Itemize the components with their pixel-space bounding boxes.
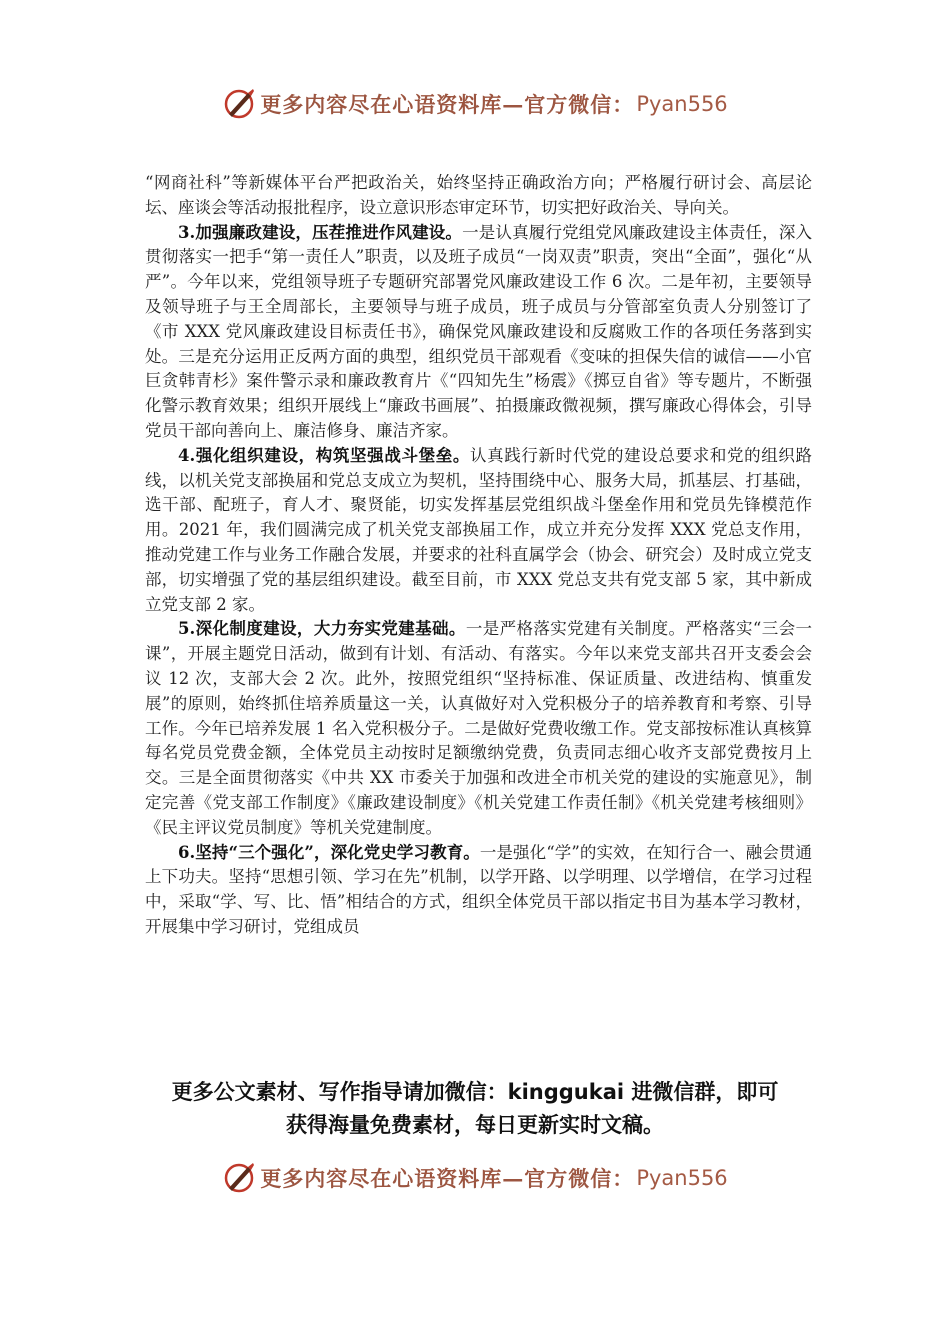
paragraph-heading: 6.坚持“三个强化”，深化党史学习教育。 xyxy=(178,842,480,862)
paragraph-4 xyxy=(145,617,812,840)
promo-line-2: 获得海量免费素材，每日更新实时文稿。 xyxy=(286,1113,664,1137)
footer-banner xyxy=(0,1158,950,1198)
document-body xyxy=(145,171,812,940)
banner-text: 更多内容尽在心语资料库—官方微信： xyxy=(260,92,635,117)
pen-logo-icon xyxy=(222,1161,256,1195)
paragraph-text: “网商社科”等新媒体平台严把政治关，始终坚持正确政治方向；严格履行研讨会、高层论坛、座谈会等活动报批程序，设立意识形态审定环节，切实把好政治关、导向关。 xyxy=(145,173,812,217)
paragraph-heading: 5.深化制度建设，大力夯实党建基础。 xyxy=(178,619,466,639)
paragraph-text: 一是认真履行党组党风廉政建设主体责任，深入贯彻落实一把手“第一责任人”职责，以及班子成员“一岗双责”职责，突出“全面”，强化“从严”。今年以来，党组领导班子专题研究部署党风廉政建设工作 6 次。二是年初，主要领导及领导班子与王全周部长，主要领导与班子成员，班子成员与分管部室负责人分别签订了《市 XXX 党风廉政建设目标责任书》，确保党风廉政建设和反腐败工作的各项任务落到实处。三是充分运用正反两方面的典型，组织党员干部观看《变味的担保失信的诚信——小官巨贪韩青杉》案件警示录和廉政教育片《“四知先生”杨震》《掷豆自省》等专题片，不断强化警示教育效果；组织开展线上“廉政书画展”、拍摄廉政微视频，撰写廉政心得体会，引导党员干部向善向上、廉洁修身、廉洁齐家。 xyxy=(145,222,812,440)
paragraph-3 xyxy=(145,444,812,618)
pen-logo-icon xyxy=(222,87,256,121)
paragraph-5 xyxy=(145,841,812,940)
paragraph-1 xyxy=(145,171,812,221)
paragraph-heading: 3.加强廉政建设，压茬推进作风建设。 xyxy=(178,222,463,242)
promo-notice xyxy=(120,1076,830,1142)
paragraph-2 xyxy=(145,221,812,444)
promo-line-1: 更多公文素材、写作指导请加微信：kinggukai 进微信群，即可 xyxy=(171,1080,779,1104)
paragraph-heading: 4.强化组织建设，构筑坚强战斗堡垒。 xyxy=(178,445,470,465)
paragraph-text: 一是严格落实党建有关制度。严格落实“三会一课”，开展主题党日活动，做到有计划、有活动、有落实。今年以来党支部共召开支委会会议 12 次，支部大会 2 次。此外，按照党组织“坚持标准、保证质量、改进结构、慎重发展”的原则，始终抓住培养质量这一关，认真做好对入党积极分子的培养教育和考察、引导工作。今年已培养发展 1 名入党积极分子。二是做好党费收缴工作。党支部按标准认真核算每名党员党费金额，全体党员主动按时足额缴纳党费，负责同志细心收齐支部党费按月上交。三是全面贯彻落实《中共 XX 市委关于加强和改进全市机关党的建设的实施意见》，制定完善《党支部工作制度》《廉政建设制度》《机关党建工作责任制》《机关党建考核细则》《民主评议党员制度》等机关党建制度。 xyxy=(145,619,812,837)
header-banner xyxy=(0,84,950,124)
banner-wechat-id: Pyan556 xyxy=(636,92,728,116)
banner-text: 更多内容尽在心语资料库—官方微信： xyxy=(260,1166,635,1191)
paragraph-text: 一是强化“学”的实效，在知行合一、融会贯通上下功夫。坚持“思想引领、学习在先”机制，以学开路、以学明理、以学增信，在学习过程中，采取“学、写、比、悟”相结合的方式，组织全体党员干部以指定书目为基本学习教材，开展集中学习研讨，党组成员 xyxy=(145,842,812,936)
banner-wechat-id: Pyan556 xyxy=(636,1166,728,1190)
paragraph-text: 认真践行新时代党的建设总要求和党的组织路线，以机关党支部换届和党总支成立为契机，坚持围绕中心、服务大局，抓基层、打基础，选干部、配班子，育人才、聚贤能，切实发挥基层党组织战斗堡垒作用和党员先锋模范作用。2021 年，我们圆满完成了机关党支部换届工作，成立并充分发挥 XXX 党总支作用，推动党建工作与业务工作融合发展，并要求的社科直属学会（协会、研究会）及时成立党支部，切实增强了党的基层组织建设。截至目前，市 XXX 党总支共有党支部 5 家，其中新成立党支部 2 家。 xyxy=(145,445,812,614)
